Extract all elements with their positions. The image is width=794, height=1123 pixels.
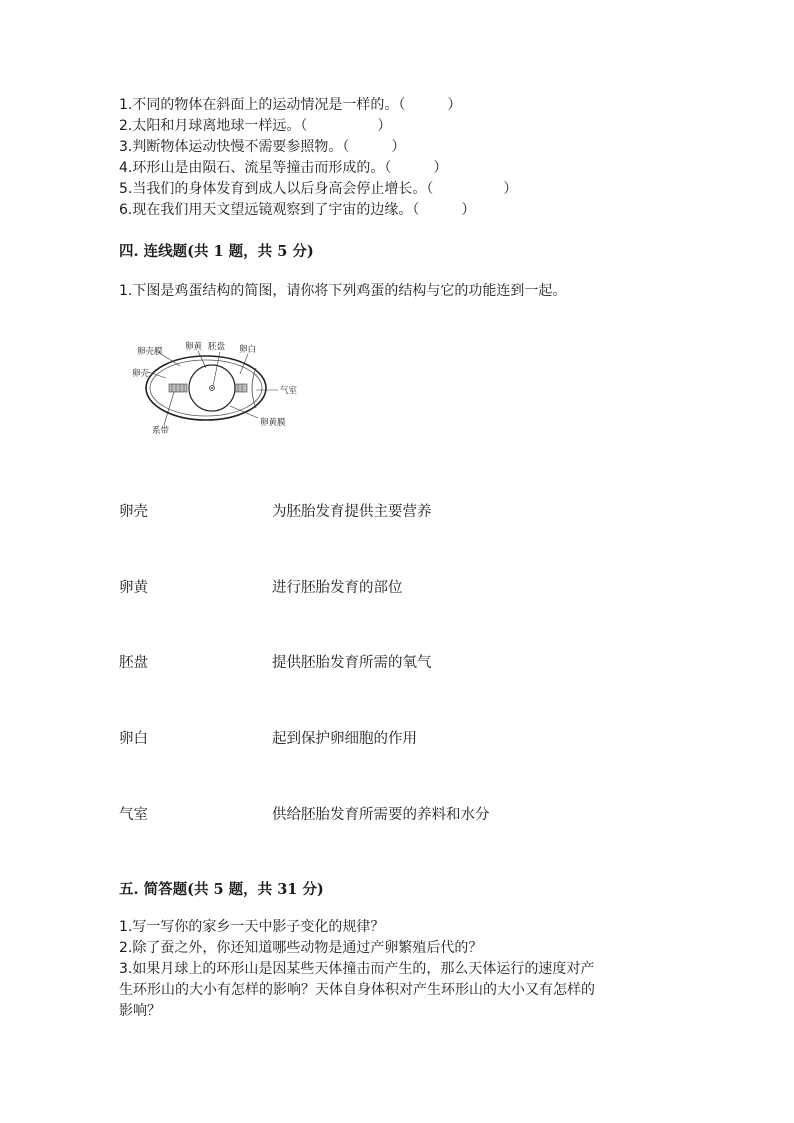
match-left-3: 胚盘 — [119, 655, 148, 671]
match-right-5: 供给胚胎发育所需要的养料和水分 — [272, 807, 490, 823]
short-answer-line-4: 生环形山的大小有怎样的影响？天体自身体积对产生环形山的大小又有怎样的 — [119, 982, 595, 998]
judgement-item-1: 1.不同的物体在斜面上的运动情况是一样的。（ ） — [119, 97, 462, 113]
match-left-4: 卵白 — [119, 731, 148, 747]
judgement-item-4: 4.环形山是由陨石、流星等撞击而形成的。（ ） — [119, 160, 448, 176]
short-answer-line-3: 3.如果月球上的环形山是因某些天体撞击而产生的，那么天体运行的速度对产 — [119, 961, 595, 977]
short-answer-line-2: 2.除了蚕之外，你还知道哪些动物是通过产卵繁殖后代的？ — [119, 940, 483, 956]
label-albumen: 卵白 — [239, 345, 257, 355]
section-4-question: 1.下图是鸡蛋结构的简图，请你将下列鸡蛋的结构与它的功能连到一起。 — [119, 283, 567, 299]
match-right-2: 进行胚胎发育的部位 — [272, 580, 403, 596]
judgement-item-2: 2.太阳和月球离地球一样远。（ ） — [119, 118, 392, 134]
section-4-title: 四. 连线题(共 1 题，共 5 分) — [119, 243, 314, 260]
chalaza-left — [169, 384, 187, 392]
match-right-4: 起到保护卵细胞的作用 — [272, 731, 417, 747]
judgement-item-6: 6.现在我们用天文望远镜观察到了宇宙的边缘。（ ） — [119, 202, 476, 218]
section-5-title: 五. 简答题(共 5 题，共 31 分) — [119, 881, 324, 898]
egg-diagram-svg — [128, 332, 320, 440]
label-germinal-disc: 胚盘 — [208, 342, 226, 352]
match-left-5: 气室 — [119, 807, 148, 823]
match-right-1: 为胚胎发育提供主要营养 — [272, 504, 432, 520]
label-air-cell: 气室 — [280, 386, 298, 396]
judgement-item-5: 5.当我们的身体发育到成人以后身高会停止增长。（ ） — [119, 181, 518, 197]
match-left-2: 卵黄 — [119, 580, 148, 596]
chalaza-right — [234, 384, 247, 392]
short-answer-line-1: 1.写一写你的家乡一天中影子变化的规律？ — [119, 919, 385, 935]
label-yolk: 卵黄 — [185, 342, 203, 352]
match-right-3: 提供胚胎发育所需的氧气 — [272, 655, 432, 671]
label-chalaza: 系带 — [152, 426, 170, 436]
judgement-item-3: 3.判断物体运动快慢不需要参照物。（ ） — [119, 139, 406, 155]
match-left-1: 卵壳 — [119, 504, 148, 520]
label-shell: 卵壳 — [132, 369, 150, 379]
egg-structure-diagram — [128, 332, 320, 440]
short-answer-line-5: 影响？ — [119, 1003, 161, 1019]
label-vitelline-membrane: 卵黄膜 — [260, 418, 286, 428]
label-shell-membrane: 卵壳膜 — [137, 347, 163, 357]
